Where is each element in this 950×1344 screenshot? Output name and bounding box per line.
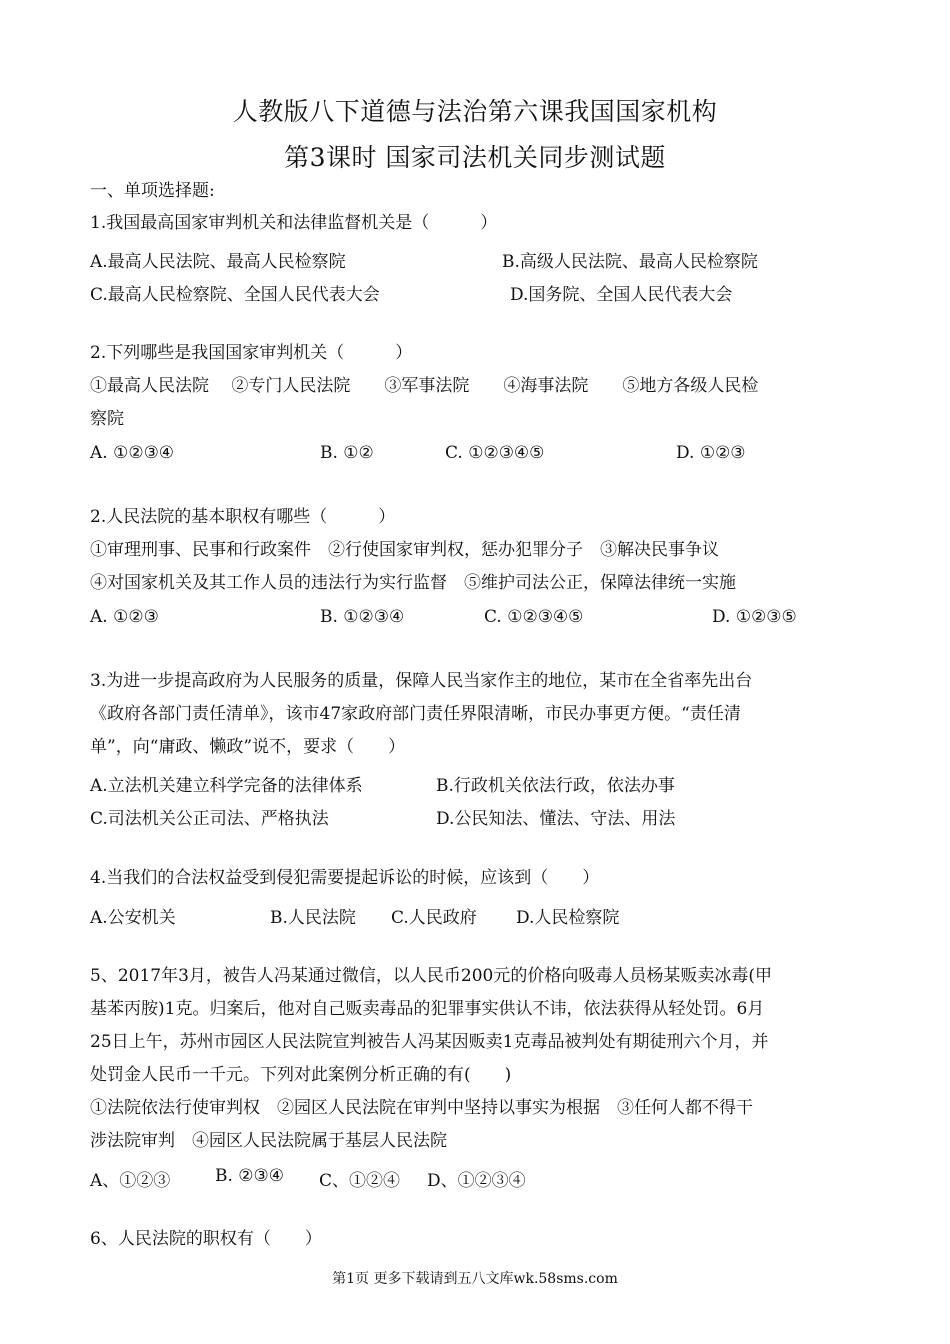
q2a-option-d: D. ①②③: [676, 443, 746, 463]
section-heading: 一、单项选择题:: [90, 181, 215, 201]
q1-stem: 1.我国最高国家审判机关和法律监督机关是（ ）: [90, 213, 498, 233]
q5-option-a: A、①②③: [90, 1171, 171, 1191]
q2b-option-a: A. ①②③: [90, 607, 159, 627]
q5-stem-line-3: 25日上午，苏州市园区人民法院宣判被告人冯某因贩卖1克毒品被判处有期徒刑六个月，并: [90, 1032, 769, 1052]
q2a-option-a: A. ①②③④: [90, 443, 175, 463]
q3-option-b: B.行政机关依法行政，依法办事: [436, 776, 675, 796]
q1-option-d: D.国务院、全国人民代表大会: [510, 285, 733, 305]
q5-option-c: C、①②④: [319, 1171, 401, 1191]
q4-option-d: D.人民检察院: [516, 908, 620, 928]
q4-option-c: C.人民政府: [391, 908, 477, 928]
page-footer: 第1页 更多下载请到五八文库wk.58sms.com: [332, 1271, 618, 1287]
q2a-option-b: B. ①②: [320, 443, 374, 463]
q5-option-b: B. ②③④: [215, 1166, 285, 1186]
q5-items-line-1: ①法院依法行使审判权 ②园区人民法院在审判中坚持以事实为根据 ③任何人都不得干: [90, 1098, 753, 1118]
q1-option-b: B.高级人民法院、最高人民检察院: [502, 252, 758, 272]
q4-stem: 4.当我们的合法权益受到侵犯需要提起诉讼的时候，应该到（ ）: [90, 868, 600, 888]
q2b-option-d: D. ①②③⑤: [712, 607, 797, 627]
q1-option-c: C.最高人民检察院、全国人民代表大会: [90, 285, 380, 305]
q3-option-d: D.公民知法、懂法、守法、用法: [436, 809, 676, 829]
q5-items-line-2: 涉法院审判 ④园区人民法院属于基层人民法院: [90, 1131, 447, 1151]
q6-stem: 6、人民法院的职权有（ ）: [90, 1229, 322, 1249]
q2b-option-b: B. ①②③④: [320, 607, 405, 627]
title-line-2: 第3课时 国家司法机关同步测试题: [284, 143, 666, 172]
q5-stem-line-2: 基苯丙胺)1克。归案后，他对自己贩卖毒品的犯罪事实供认不讳，依法获得从轻处罚。6月: [90, 999, 765, 1019]
q3-option-a: A.立法机关建立科学完备的法律体系: [90, 776, 363, 796]
title-line-1: 人教版八下道德与法治第六课我国国家机构: [232, 97, 718, 126]
q5-stem-line-4: 处罚金人民币一千元。下列对此案例分析正确的有( ): [90, 1065, 512, 1085]
q5-option-d: D、①②③④: [427, 1171, 526, 1191]
q2a-option-c: C. ①②③④⑤: [445, 443, 545, 463]
q1-option-a: A.最高人民法院、最高人民检察院: [90, 252, 346, 272]
q3-stem-line-2: 《政府各部门责任清单》，该市47家政府部门责任界限清晰，市民办事更方便。“责任清: [90, 704, 741, 724]
q2b-items-line-1: ①审理刑事、民事和行政案件 ②行使国家审判权，惩办犯罪分子 ③解决民事争议: [90, 540, 719, 560]
q2a-items-line-1: ①最高人民法院 ②专门人民法院 ③军事法院 ④海事法院 ⑤地方各级人民检: [90, 376, 759, 396]
q3-option-c: C.司法机关公正司法、严格执法: [90, 809, 329, 829]
q4-option-a: A.公安机关: [90, 908, 176, 928]
q2b-items-line-2: ④对国家机关及其工作人员的违法行为实行监督 ⑤维护司法公正，保障法律统一实施: [90, 573, 736, 593]
q3-stem-line-3: 单”，向“庸政、懒政”说不，要求（ ）: [90, 737, 406, 757]
q2a-items-line-2: 察院: [90, 409, 124, 429]
q2a-stem: 2.下列哪些是我国国家审判机关（ ）: [90, 343, 413, 363]
q5-stem-line-1: 5、2017年3月，被告人冯某通过微信，以人民币200元的价格向吸毒人员杨某贩卖冰毒(甲: [90, 966, 772, 986]
q2b-stem: 2.人民法院的基本职权有哪些（ ）: [90, 507, 396, 527]
q3-stem-line-1: 3.为进一步提高政府为人民服务的质量，保障人民当家作主的地位，某市在全省率先出台: [90, 671, 753, 691]
q4-option-b: B.人民法院: [270, 908, 356, 928]
q2b-option-c: C. ①②③④⑤: [484, 607, 584, 627]
